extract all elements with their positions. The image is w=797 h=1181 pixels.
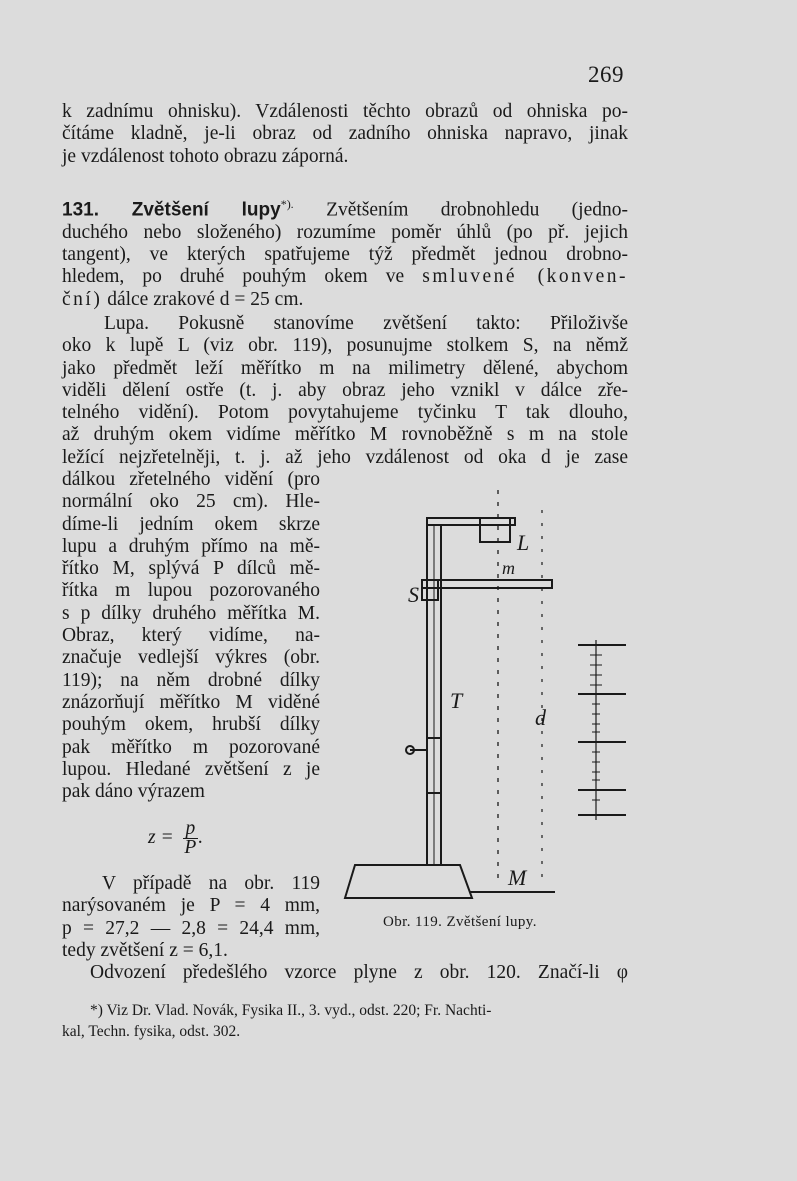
text-line: Obraz, který vidíme, na-: [62, 625, 320, 647]
text-line: 119); na něm drobné dílky: [62, 669, 320, 691]
text-span: hledem, po druhé pouhým okem ve: [62, 266, 405, 288]
text-line: Zvětšením drobnohledu (jedno-: [326, 199, 628, 221]
formula-end: .: [198, 826, 204, 848]
formula-denominator: P: [184, 837, 197, 858]
text-line: pouhým okem, hrubší dílky: [62, 714, 320, 736]
text-line: tedy zvětšení z = 6,1.: [62, 939, 228, 961]
formula-numerator: p: [183, 820, 199, 839]
text-span: dálce zrakové d = 25 cm.: [107, 288, 304, 310]
stand-base: [345, 865, 472, 898]
footnote-line: *) Viz Dr. Vlad. Novák, Fysika II., 3. vyd., odst. 220; Fr. Nachti-: [90, 1002, 492, 1019]
text-line: ležící nejzřetelněji, t. j. až jeho vzdálenost od oka d je zase: [62, 446, 628, 468]
magnification-formula: [148, 820, 203, 857]
text-line: jako předmět leží měřítko m na milimetry dělené, abychom: [62, 357, 628, 379]
text-line: oko k lupě L (viz obr. 119), posunujme stolkem S, na němž: [62, 335, 628, 357]
text-line: znázorňují měřítko M viděné: [62, 691, 320, 713]
page-number: 269: [588, 62, 624, 87]
label-d: d: [535, 705, 546, 730]
lens-holder: [480, 518, 510, 542]
spaced-text: ční): [62, 288, 103, 310]
text-line: pak měřítko m pozorované: [62, 736, 320, 758]
text-line: Lupa. Pokusně stanovíme zvětšení takto: Přiloživše: [104, 313, 628, 334]
column-text: [62, 469, 320, 803]
intro-paragraph: [62, 101, 628, 168]
text-line: Odvození předešlého vzorce plyne z obr. 120. Značí-li φ: [90, 962, 628, 983]
text-line: čítáme kladně, je-li obraz od zadního ohniska napravo, jinak: [62, 123, 628, 145]
figure-119-drawing: [330, 480, 630, 910]
label-M: M: [508, 865, 527, 890]
text-line: [62, 289, 628, 311]
label-m: m: [502, 558, 515, 578]
footnote-line: kal, Techn. fysika, odst. 302.: [62, 1023, 241, 1040]
section-131: [62, 193, 628, 311]
text-line: s p dílky druhého měřítka M.: [62, 602, 320, 624]
text-line: značuje vedlejší výkres (obr.: [62, 647, 320, 669]
text-line: řítka m lupou pozorovaného: [62, 580, 320, 602]
text-line: je vzdálenost tohoto obrazu záporná.: [62, 145, 349, 167]
text-line: viděli dělení ostře (t. j. aby obraz jeho vznikl v dálce zře-: [62, 379, 628, 401]
section-heading: 131. Zvětšení lupy: [62, 199, 281, 221]
example-text: [62, 873, 320, 962]
figure-caption: Obr. 119. Zvětšení lupy.: [383, 914, 537, 930]
label-T: T: [450, 688, 463, 713]
text-line: V případě na obr. 119: [102, 873, 320, 894]
text-line: až druhým okem vidíme měřítko M rovnoběžně s m na stole: [62, 424, 628, 446]
label-S: S: [408, 582, 419, 607]
lupa-paragraph: [62, 313, 628, 469]
footnote: [62, 1000, 642, 1042]
text-line: dálkou zřetelného vidění (pro: [62, 469, 320, 490]
text-line: díme-li jedním okem skrze: [62, 513, 320, 535]
text-line: p = 27,2 — 2,8 = 24,4 mm,: [62, 917, 320, 939]
text-line: řítko M, splývá P dílců mě-: [62, 558, 320, 580]
spaced-text: smluvené (konven-: [422, 266, 628, 288]
text-line: telného vidění). Potom povytahujeme tyčinku T tak dlouho,: [62, 402, 628, 424]
text-line: [62, 266, 628, 288]
text-line: lupu a druhým přímo na mě-: [62, 535, 320, 557]
formula-fraction: [183, 820, 199, 857]
text-line: tangent), ve kterých spatřujeme týž předmět jednou drobno-: [62, 244, 628, 266]
text-line: normální oko 25 cm). Hle-: [62, 491, 320, 513]
formula-lhs: z =: [148, 826, 174, 848]
text-line: pak dáno výrazem: [62, 781, 205, 803]
text-line: duchého nebo složeného) rozumíme poměr úhlů (po př. jejich: [62, 221, 628, 243]
label-L: L: [517, 530, 530, 555]
text-line: lupou. Hledané zvětšení z je: [62, 758, 320, 780]
footnote-mark: *).: [280, 197, 294, 211]
text-line: k zadnímu ohnisku). Vzdálenosti těchto obrazů od ohniska po-: [62, 101, 628, 122]
figure-119: [330, 480, 630, 915]
lens-arm: [427, 518, 515, 525]
text-line: narýsovaném je P = 4 mm,: [62, 895, 320, 917]
section-first-line: [62, 193, 628, 222]
final-paragraph: [62, 962, 628, 984]
